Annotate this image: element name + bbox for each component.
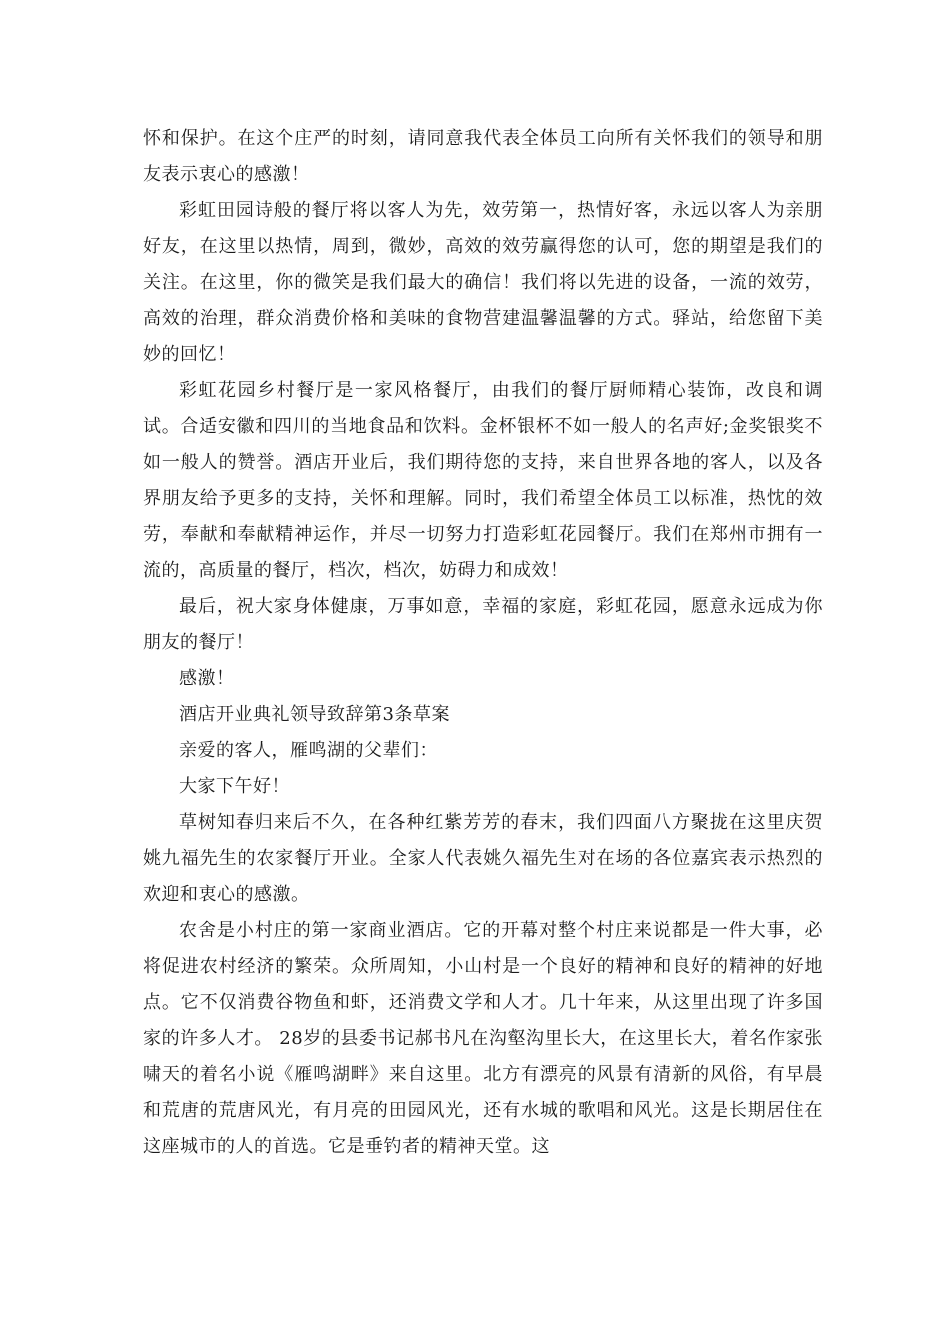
paragraph: 彩虹花园乡村餐厅是一家风格餐厅，由我们的餐厅厨师精心装饰，改良和调试。合适安徽和四川的当地食品和饮料。金杯银杯不如一般人的名声好;金奖银奖不如一般人的赞誉。酒店开业后，我们期待您的支持，来自世界各地的客人，以及各界朋友给予更多的支持，关怀和理解。同时，我们希望全体员工以标准，热忱的效劳，奉献和奉献精神运作，并尽一切努力打造彩虹花园餐厅。我们在郑州市拥有一流的，高质量的餐厅，档次，档次，妨碍力和成效！ bbox=[143, 380, 823, 581]
paragraph: 草树知春归来后不久，在各种红紫芳芳的春末，我们四面八方聚拢在这里庆贺姚九福先生的农家餐厅开业。全家人代表姚久福先生对在场的各位嘉宾表示热烈的欢迎和衷心的感激。 bbox=[143, 812, 823, 905]
section-title: 酒店开业典礼领导致辞第3条草案 bbox=[179, 704, 450, 725]
salutation: 亲爱的客人，雁鸣湖的父辈们： bbox=[179, 740, 438, 761]
greeting: 大家下午好！ bbox=[179, 776, 290, 797]
document-body bbox=[143, 121, 823, 1165]
paragraph: 最后，祝大家身体健康，万事如意，幸福的家庭，彩虹花园，愿意永远成为你朋友的餐厅！ bbox=[143, 596, 823, 653]
paragraph: 农舍是小村庄的第一家商业酒店。它的开幕对整个村庄来说都是一件大事，必将促进农村经济的繁荣。众所周知，小山村是一个良好的精神和良好的精神的好地点。它不仅消费谷物鱼和虾，还消费文学和人才。几十年来，从这里出现了许多国家的许多人才。 28岁的县委书记郝书凡在沟壑沟里长大，在这里长大，着名作家张啸天的着名小说《雁鸣湖畔》来自这里。北方有漂亮的风景有清新的风俗，有早晨和荒唐的荒唐风光，有月亮的田园风光，还有水城的歌唱和风光。这是长期居住在这座城市的人的首选。它是垂钓者的精神天堂。这 bbox=[143, 920, 823, 1157]
paragraph: 彩虹田园诗般的餐厅将以客人为先，效劳第一，热情好客，永远以客人为亲朋好友，在这里以热情，周到，微妙，高效的效劳赢得您的认可，您的期望是我们的关注。在这里，你的微笑是我们最大的确信！我们将以先进的设备，一流的效劳，高效的治理，群众消费价格和美味的食物营建温馨温馨的方式。驿站，给您留下美妙的回忆！ bbox=[143, 200, 823, 365]
paragraph: 怀和保护。在这个庄严的时刻，请同意我代表全体员工向所有关怀我们的领导和朋友表示衷心的感激！ bbox=[143, 128, 823, 185]
paragraph: 感激！ bbox=[179, 668, 235, 689]
